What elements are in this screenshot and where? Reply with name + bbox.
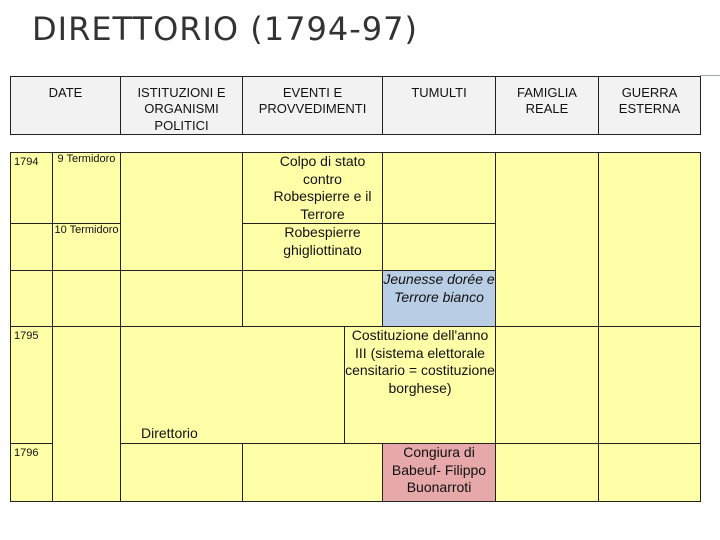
- institutions-cell: [121, 271, 243, 327]
- riots-cell: [383, 224, 496, 271]
- riots-cell: [496, 327, 599, 444]
- header-date: DATE: [11, 77, 121, 135]
- day-empty: [53, 327, 121, 502]
- decorative-line: [700, 75, 720, 76]
- riot-jeunesse-doree: Jeunesse dorée e Terrore bianco: [383, 271, 496, 327]
- year-empty: [11, 224, 53, 271]
- header-events: EVENTI E PROVVEDIMENTI: [243, 77, 383, 135]
- event-constitution: Costituzione dell'anno III (sistema elettorale censitario = costituzione borghese): [345, 327, 496, 444]
- header-riots: TUMULTI: [383, 77, 496, 135]
- year-1794: 1794: [11, 153, 53, 224]
- royal-family-cell: [599, 327, 701, 444]
- year-empty: [11, 271, 53, 327]
- year-1796: 1796: [11, 444, 53, 502]
- day-10-termidoro: 10 Termidoro: [53, 224, 121, 271]
- event-coup: Colpo di stato contro Robespierre e il Terrore: [243, 153, 383, 224]
- events-cell: [243, 444, 383, 502]
- page-title: DIRETTORIO (1794-97): [32, 10, 418, 48]
- event-guillotine: Robespierre ghigliottinato: [243, 224, 383, 271]
- institutions-cell: [121, 444, 243, 502]
- timeline-table: [10, 152, 701, 502]
- institution-direttorio: Direttorio: [121, 327, 345, 444]
- riots-cell: [383, 153, 496, 224]
- day-empty: [53, 271, 121, 327]
- header-institutions: ISTITUZIONI E ORGANISMI POLITICI: [121, 77, 243, 135]
- year-1795: 1795: [11, 327, 53, 444]
- header-foreign-war: GUERRA ESTERNA: [599, 77, 701, 135]
- royal-family-cell: [496, 153, 599, 327]
- events-cell: [243, 271, 383, 327]
- header-royal-family: FAMIGLIA REALE: [496, 77, 599, 135]
- royal-family-cell: [496, 444, 599, 502]
- foreign-war-cell: [599, 153, 701, 327]
- foreign-war-cell: [599, 444, 701, 502]
- header-table: [10, 76, 701, 135]
- riot-babeuf-conspiracy: Congiura di Babeuf- Filippo Buonarroti: [383, 444, 496, 502]
- institutions-cell: [121, 153, 243, 271]
- day-9-termidoro: 9 Termidoro: [53, 153, 121, 224]
